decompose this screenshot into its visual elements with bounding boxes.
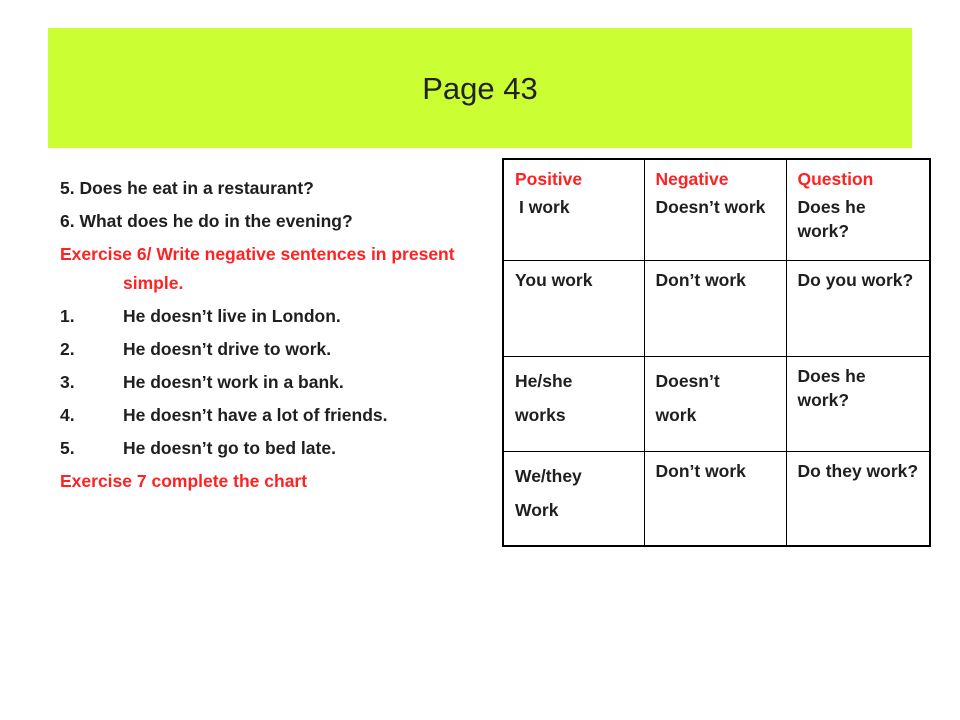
table-cell — [786, 451, 930, 546]
table-cell — [786, 159, 930, 260]
cell-text: Does he work? — [797, 197, 866, 241]
answer-number: 3. — [60, 372, 75, 392]
answer-item — [60, 368, 480, 397]
cell-text: You work — [515, 269, 593, 290]
cell-text: He/she — [515, 370, 573, 391]
answer-text: He doesn’t live in London. — [123, 306, 341, 326]
exercise-text — [60, 174, 480, 500]
table-cell — [644, 451, 786, 546]
answer-item — [60, 335, 480, 364]
cell-text: works — [515, 404, 566, 425]
question-5: 5. Does he eat in a restaurant? — [60, 178, 314, 198]
table-cell — [786, 356, 930, 451]
answer-item — [60, 401, 480, 430]
answer-item — [60, 302, 480, 331]
header-question: Question — [797, 169, 874, 189]
table-cell — [644, 159, 786, 260]
cell-text: Doesn’t — [655, 370, 720, 391]
table-cell — [503, 451, 644, 546]
table-cell — [503, 356, 644, 451]
table-cell — [644, 356, 786, 451]
exercise-6-heading: Exercise 6/ Write negative sentences in present simple. — [60, 244, 455, 293]
cell-text: Do you work? — [797, 269, 914, 290]
answer-text: He doesn’t have a lot of friends. — [123, 405, 388, 425]
answer-text: He doesn’t go to bed late. — [123, 438, 336, 458]
answer-number: 4. — [60, 405, 75, 425]
table-cell — [503, 159, 644, 260]
answer-item — [60, 434, 480, 463]
table-row — [503, 260, 930, 356]
question-6: 6. What does he do in the evening? — [60, 211, 353, 231]
answer-number: 2. — [60, 339, 75, 359]
cell-text: Work — [515, 499, 559, 520]
cell-text: Don’t work — [655, 460, 746, 481]
verb-chart — [502, 158, 931, 547]
cell-text: work — [655, 404, 697, 425]
exercise-7-heading: Exercise 7 complete the chart — [60, 471, 308, 491]
answer-number: 1. — [60, 306, 75, 326]
table-cell — [503, 260, 644, 356]
cell-text: I work — [519, 197, 570, 217]
answer-text: He doesn’t drive to work. — [123, 339, 332, 359]
answer-text: He doesn’t work in a bank. — [123, 372, 344, 392]
header-positive: Positive — [515, 169, 583, 189]
cell-text: We/they — [515, 465, 582, 486]
table-cell — [644, 260, 786, 356]
title-band — [48, 28, 912, 148]
table-row — [503, 451, 930, 546]
header-negative: Negative — [655, 169, 729, 189]
page-title: Page 43 — [422, 71, 538, 106]
cell-text: Doesn’t work — [655, 197, 766, 217]
cell-text: Don’t work — [655, 269, 746, 290]
cell-text: Does he work? — [797, 365, 866, 410]
cell-text: Do they work? — [797, 460, 919, 481]
table-row — [503, 159, 930, 260]
table-row — [503, 356, 930, 451]
answer-number: 5. — [60, 438, 75, 458]
table-cell — [786, 260, 930, 356]
